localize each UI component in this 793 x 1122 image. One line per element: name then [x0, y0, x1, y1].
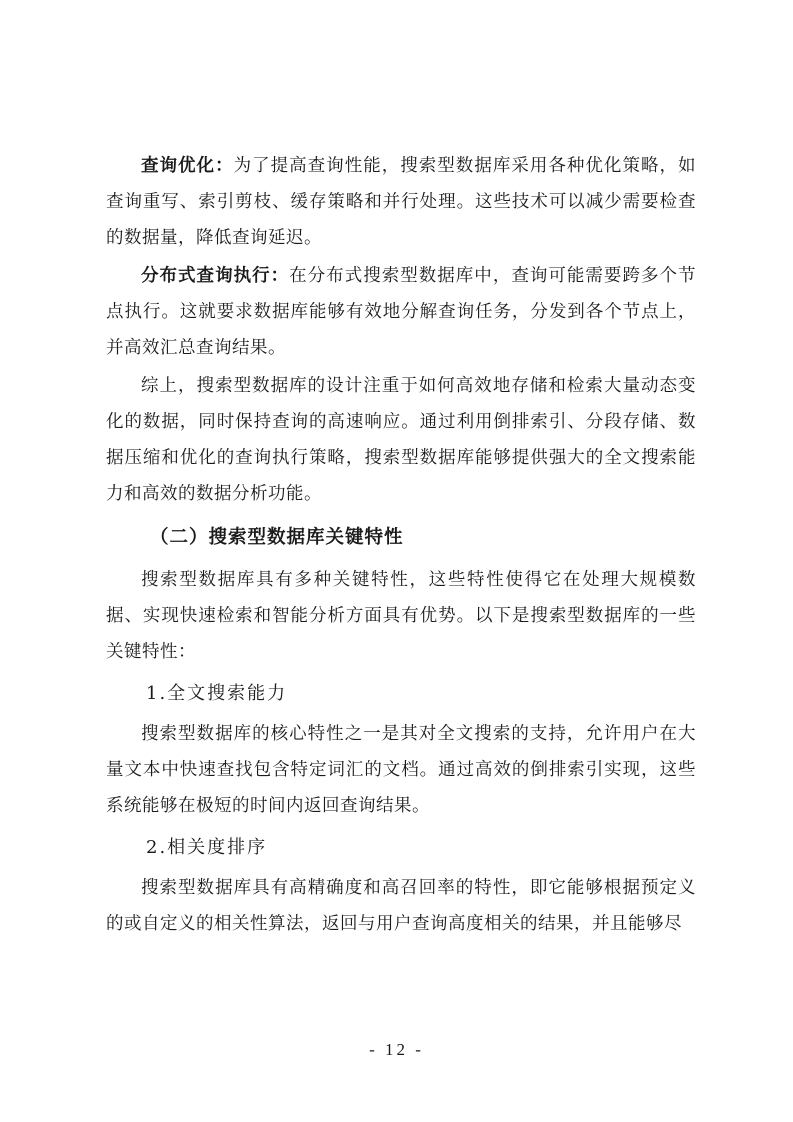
page-number: - 12 - — [369, 1040, 424, 1059]
section-heading: （二）搜索型数据库关键特性 — [150, 527, 404, 548]
document-body — [106, 148, 696, 942]
subsection-heading-fulltext: 1.全文搜索能力 — [146, 683, 288, 704]
subsection-heading-relevance: 2.相关度排序 — [146, 837, 268, 858]
paragraph-summary: 综上，搜索型数据库的设计注重于如何高效地存储和检索大量动态变化的数据，同时保持查询的高速响应。通过利用倒排索引、分段存储、数据压缩和优化的查询执行策略，搜索型数据库能够提供强大的全文搜索能力和高效的数据分析功能。 — [106, 376, 696, 504]
paragraph-text-distributed-query: 在分布式搜索型数据库中，查询可能需要跨多个节点执行。这就要求数据库能够有效地分解查询任务，分发到各个节点上，并高效汇总查询结果。 — [106, 266, 697, 358]
paragraph-distributed-query — [106, 258, 696, 366]
paragraph-query-optimization — [106, 148, 696, 256]
paragraph-lead-query-optimization: 查询优化： — [141, 156, 234, 176]
subsection-paragraph-relevance: 搜索型数据库具有高精确度和高召回率的特性，即它能够根据预定义的或自定义的相关性算法，返回与用户查询高度相关的结果，并且能够尽 — [106, 878, 696, 934]
section-intro-paragraph: 搜索型数据库具有多种关键特性，这些特性使得它在处理大规模数据、实现快速检索和智能分析方面具有优势。以下是搜索型数据库的一些关键特性： — [106, 570, 696, 662]
paragraph-lead-distributed-query: 分布式查询执行： — [141, 266, 290, 286]
paragraph-text-query-optimization: 为了提高查询性能，搜索型数据库采用各种优化策略，如查询重写、索引剪枝、缓存策略和并行处理。这些技术可以减少需要检查的数据量，降低查询延迟。 — [106, 156, 697, 248]
subsection-paragraph-fulltext: 搜索型数据库的核心特性之一是其对全文搜索的支持，允许用户在大量文本中快速查找包含特定词汇的文档。通过高效的倒排索引实现，这些系统能够在极短的时间内返回查询结果。 — [106, 724, 696, 816]
